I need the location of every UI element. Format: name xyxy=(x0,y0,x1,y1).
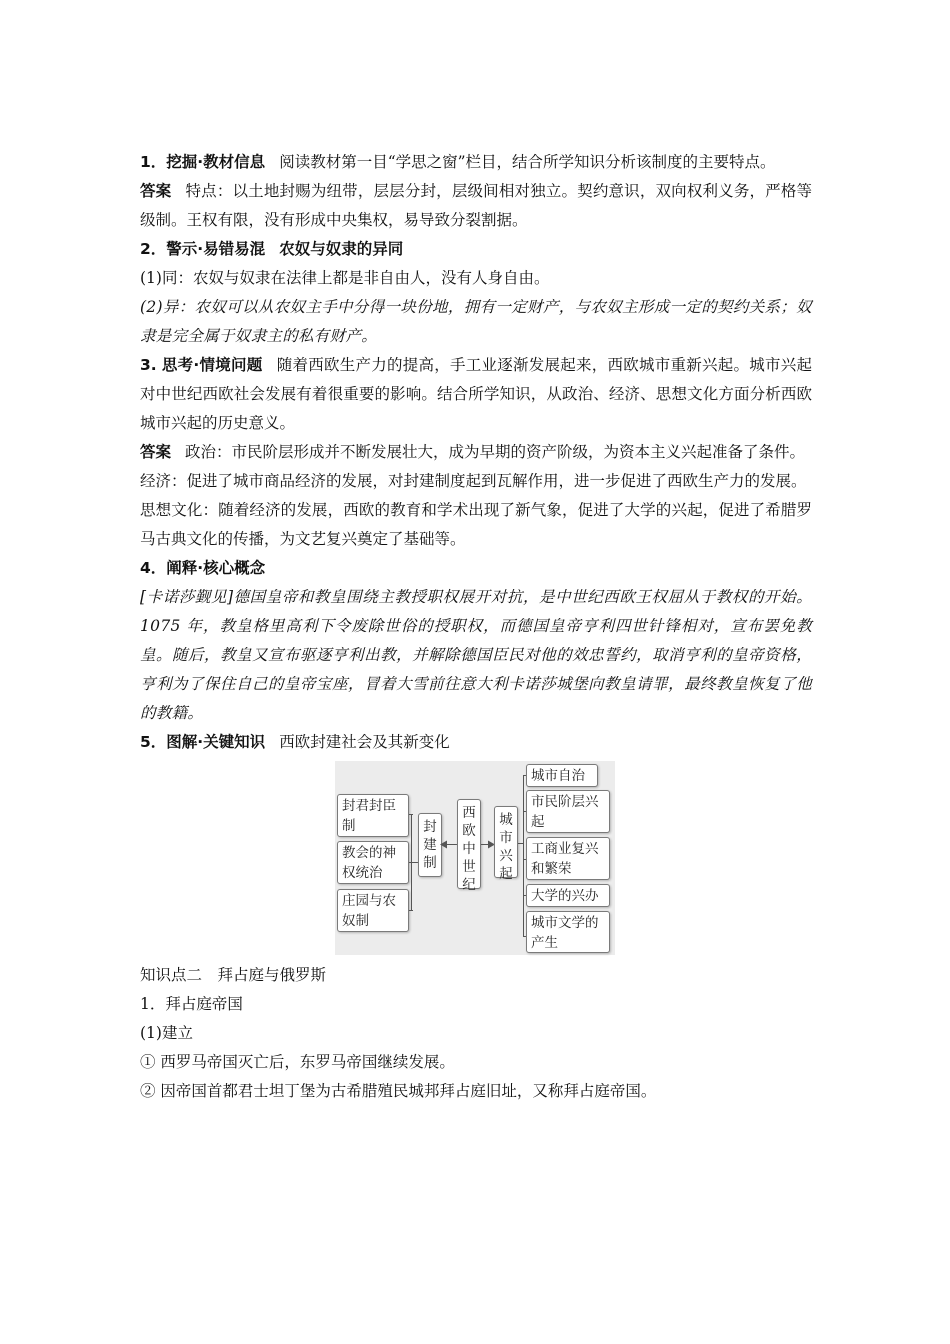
left-bracket-tick xyxy=(409,910,413,911)
document-body xyxy=(140,148,812,1106)
section-2-diff: (2)异：农奴可以从农奴主手中分得一块份地，拥有一定财产，与农奴主形成一定的契约关系；奴隶是完全属于奴隶主的私有财产。 xyxy=(140,298,812,345)
diagram-left-box-3: 庄园与农奴制 xyxy=(337,889,409,932)
section-1-text: 阅读教材第一目“学思之窗”栏目，结合所学知识分析该制度的主要特点。 xyxy=(279,153,776,171)
diagram-center-label: 西 欧 中 世 纪 xyxy=(462,805,476,893)
section-3-heading: 思考·情境问题 xyxy=(161,356,263,374)
section-5-title: 西欧封建社会及其新变化 xyxy=(279,733,450,751)
left-bracket-tick xyxy=(409,814,413,815)
part-2-sub-1: (1)建立 xyxy=(140,1024,193,1042)
section-1 xyxy=(140,148,812,177)
diagram-left-box-1: 封君封臣制 xyxy=(337,794,409,837)
section-2 xyxy=(140,235,812,264)
part-2-title: 知识点二 拜占庭与俄罗斯 xyxy=(140,966,327,984)
diagram-right-box-2: 市民阶层兴起 xyxy=(526,790,610,833)
diagram-right-box-4: 大学的兴办 xyxy=(526,884,610,907)
section-5-heading: 图解·关键知识 xyxy=(166,733,266,751)
section-3-text: 随着西欧生产力的提高，手工业逐渐发展起来，西欧城市重新兴起。城市兴起对中世纪西欧社会发展有着很重要的影响。结合所学知识，从政治、经济、思想文化方面分析西欧城市兴起的历史意义。 xyxy=(140,356,812,432)
section-4-heading: 阐释·核心概念 xyxy=(166,559,266,577)
diagram-right-box-5: 城市文学的产生 xyxy=(526,911,610,953)
section-3-number: 3. xyxy=(140,356,157,374)
answer-economy: 经济：促进了城市商品经济的发展，对封建制度起到瓦解作用，进一步促进了西欧生产力的发展。 xyxy=(140,472,807,490)
right-bracket-vertical xyxy=(523,775,524,937)
diagram-right-box-1: 城市自治 xyxy=(526,764,598,787)
diagram-city-box xyxy=(494,806,518,882)
feudal-society-diagram xyxy=(335,761,615,955)
section-5-number: 5． xyxy=(140,733,167,751)
diagram-left-box-2: 教会的神权统治 xyxy=(337,841,409,884)
answer-politics: 政治：市民阶层形成并不断发展壮大，成为早期的资产阶级，为资本主义兴起准备了条件。 xyxy=(185,443,806,461)
section-2-heading: 警示·易错易混 xyxy=(166,240,266,258)
answer-label: 答案 xyxy=(140,443,172,461)
section-4-number: 4． xyxy=(140,559,167,577)
section-5 xyxy=(140,728,812,757)
answer-text: 特点：以土地封赐为纽带，层层分封，层级间相对独立。契约意识，双向权利义务，严格等级制。王权有限，没有形成中央集权，易导致分裂割据。 xyxy=(140,182,812,229)
diagram-center-box xyxy=(457,799,481,893)
arrow-left-icon xyxy=(440,840,448,849)
part-2-point-2: ② 因帝国首都君士坦丁堡为古希腊殖民城邦拜占庭旧址，又称拜占庭帝国。 xyxy=(140,1082,657,1100)
section-4-text: [卡诺莎觐见]德国皇帝和教皇围绕主教授职权展开对抗，是中世纪西欧王权屈从于教权的开始。1075 年，教皇格里高利下令废除世俗的授职权，而德国皇帝亨利四世针锋相对，宣布罢免教皇。随后，教皇又宣布驱逐亨利出教，并解除德国臣民对他的效忠誓约，取消亨利的皇帝资格，亨利为了保住自己的皇帝宝座，冒着大雪前往意大利卡诺莎城堡向教皇请罪，最终教皇恢复了他的教籍。 xyxy=(140,588,812,722)
answer-culture: 思想文化：随着经济的发展，西欧的教育和学术出现了新气象，促进了大学的兴起，促进了希腊罗马古典文化的传播，为文艺复兴奠定了基础等。 xyxy=(140,501,812,548)
section-4 xyxy=(140,554,812,583)
section-3-answer xyxy=(140,438,812,467)
section-1-number: 1． xyxy=(140,153,167,171)
section-2-title: 农奴与奴隶的异同 xyxy=(279,240,404,258)
section-1-heading: 挖掘·教材信息 xyxy=(166,153,266,171)
diagram-feudal-box xyxy=(418,813,442,877)
answer-label: 答案 xyxy=(140,182,172,200)
section-2-same: (1)同：农奴与奴隶在法律上都是非自由人，没有人身自由。 xyxy=(140,269,550,287)
section-3 xyxy=(140,351,812,438)
section-2-number: 2． xyxy=(140,240,167,258)
diagram-feudal-label: 封 建 制 xyxy=(423,819,437,871)
diagram-right-box-3: 工商业复兴和繁荣 xyxy=(526,837,610,880)
part-2-item-1: 1．拜占庭帝国 xyxy=(140,995,243,1013)
part-2-point-1: ① 西罗马帝国灭亡后，东罗马帝国继续发展。 xyxy=(140,1053,455,1071)
section-1-answer xyxy=(140,177,812,235)
diagram-city-label: 城 市 兴 起 xyxy=(499,812,513,882)
